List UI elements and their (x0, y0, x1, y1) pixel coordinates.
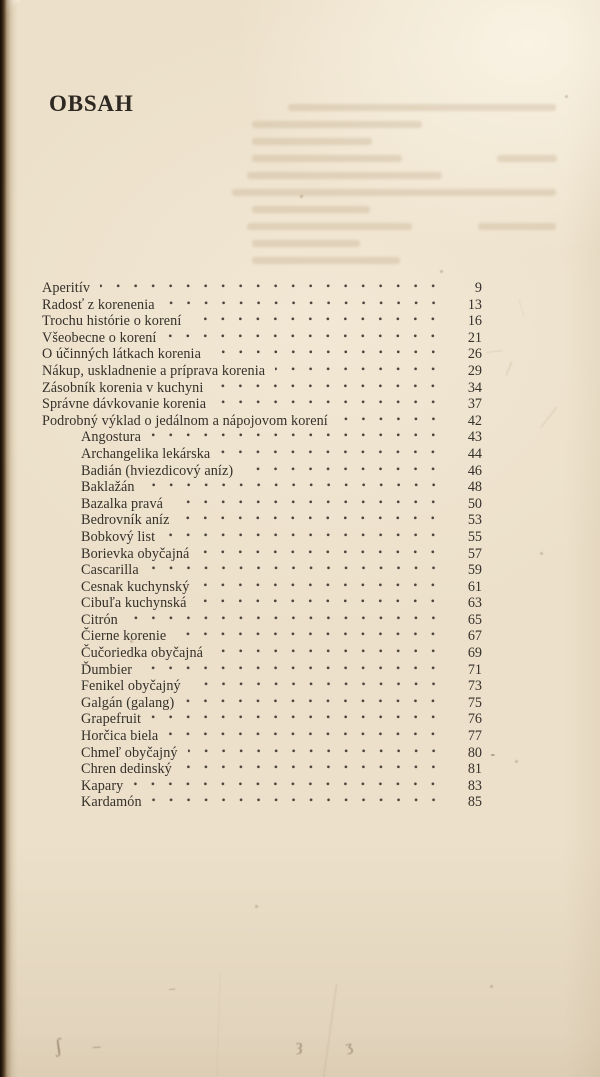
ghost-text-line (497, 155, 557, 162)
dot-leader (145, 479, 444, 496)
dot-leader (165, 529, 444, 546)
paper-speck (130, 640, 133, 643)
dot-leader (275, 363, 444, 380)
toc-entry-label: Borievka obyčajná (81, 545, 190, 562)
ghost-text-line (252, 155, 402, 162)
toc-entry-label: Cascarilla (81, 562, 139, 579)
toc-entry (42, 645, 482, 662)
toc-entry-page: 57 (467, 545, 482, 562)
dot-leader (133, 778, 444, 795)
dot-leader (216, 396, 444, 413)
toc-entry (42, 330, 482, 347)
toc-entry-label: Všeobecne o korení (42, 329, 157, 346)
toc-entry (42, 662, 482, 679)
toc-entry-label: Čučoriedka obyčajná (81, 645, 204, 662)
toc-entry-page: 75 (467, 694, 482, 711)
dot-leader (142, 662, 444, 679)
ghost-text-line (252, 206, 370, 213)
dot-leader (243, 463, 444, 480)
toc-entry (42, 612, 482, 629)
toc-entry-page: 77 (467, 728, 482, 745)
toc-entry-page: 29 (467, 362, 482, 379)
toc-entry (42, 363, 482, 380)
toc-entry (42, 446, 482, 463)
toc-entry (42, 380, 482, 397)
paper-scratch (216, 972, 221, 1077)
toc-entry (42, 313, 482, 330)
toc-entry-page: 85 (467, 794, 482, 811)
ink-smudge: – (168, 980, 176, 996)
toc-entry-label: Nákup, uskladnenie a príprava korenia (42, 362, 266, 379)
toc-entry-page: 83 (467, 777, 482, 794)
toc-entry (42, 628, 482, 645)
toc-entry (42, 479, 482, 496)
toc-entry (42, 529, 482, 546)
dot-leader (184, 695, 444, 712)
paper-scratch (518, 299, 525, 316)
paper-speck (515, 760, 518, 763)
toc-entry-page: 48 (467, 479, 482, 496)
dot-leader (173, 496, 444, 513)
paper-speck (490, 985, 493, 988)
toc-entry-label: Archangelika lekárska (81, 445, 211, 462)
toc-entry-label: Cesnak kuchynský (81, 578, 190, 595)
toc-entry-page: 61 (467, 578, 482, 595)
toc-entry-page: 44 (467, 445, 482, 462)
toc-entry-page: 13 (467, 296, 482, 313)
toc-entry (42, 463, 482, 480)
ink-smudge: ʒ (344, 1038, 354, 1056)
paper-speck (440, 270, 443, 273)
dot-leader (176, 628, 444, 645)
toc-entry (42, 711, 482, 728)
toc-entry-page: 42 (467, 412, 482, 429)
toc-entry-page: 46 (467, 462, 482, 479)
toc-entry (42, 595, 482, 612)
toc-entry-label: Horčica biela (81, 728, 159, 745)
toc-entry-page: 81 (467, 761, 482, 778)
toc-entry-label: Čierne korenie (81, 628, 167, 645)
toc-entry-label: Bobkový list (81, 528, 156, 545)
toc-entry-page: 76 (467, 711, 482, 728)
ghost-text-line (252, 257, 400, 264)
dot-leader (213, 645, 444, 662)
toc-entry-page: 59 (467, 562, 482, 579)
paper-scratch (505, 361, 512, 375)
toc-entry-page: 26 (467, 346, 482, 363)
paper-scratch (486, 350, 503, 353)
toc-entry (42, 512, 482, 529)
page-title: OBSAH (49, 91, 134, 116)
toc-entry-page: 53 (467, 512, 482, 529)
toc-entry-page: 9 (474, 280, 482, 296)
toc-entry-label: Podrobný výklad o jedálnom a nápojovom korení (42, 412, 328, 429)
toc-entry-page: 55 (467, 528, 482, 545)
toc-entry-label: Fenikel obyčajný (81, 678, 181, 695)
toc-entry-label: Galgán (galang) (81, 694, 175, 711)
ink-smudge: ʃ (53, 1034, 64, 1058)
toc-entry-label: O účinných látkach korenia (42, 346, 201, 363)
toc-entry-label: Cibuľa kuchynská (81, 595, 187, 612)
paper-speck (255, 905, 258, 908)
dot-leader (211, 346, 444, 363)
paper-scratch (540, 406, 557, 427)
ghost-text-line (247, 172, 442, 179)
dot-leader (100, 280, 444, 297)
ghost-text-line (252, 121, 422, 128)
ink-smudge: – (92, 1038, 102, 1056)
dot-leader (220, 446, 444, 463)
ghost-text-line (247, 223, 412, 230)
toc-entry-page: 67 (467, 628, 482, 645)
toc-entry-label: Grapefruit (81, 711, 142, 728)
dot-leader (199, 579, 444, 596)
toc-entry (42, 778, 482, 795)
ink-smudge: ȝ (295, 1035, 304, 1056)
toc-entry-label: Chmeľ obyčajný (81, 744, 178, 761)
toc-entry (42, 413, 482, 430)
toc-entry-page: 34 (467, 379, 482, 396)
toc-entry-label: Aperitív (42, 280, 91, 296)
dot-leader (166, 330, 444, 347)
toc-entry (42, 728, 482, 745)
ghost-text-line (288, 104, 556, 111)
toc-entry-page: 71 (467, 661, 482, 678)
paper-speck (300, 195, 303, 198)
toc-entry-label: Trochu histórie o korení (42, 313, 182, 330)
dot-leader (188, 745, 444, 762)
dot-leader (151, 429, 444, 446)
ghost-text-line (478, 223, 556, 230)
dot-leader (182, 761, 444, 778)
dot-leader (152, 794, 444, 811)
toc-entry (42, 678, 482, 695)
toc-entry-label: Zásobník korenia v kuchyni (42, 379, 204, 396)
toc-entry (42, 695, 482, 712)
paper-speck (540, 552, 543, 555)
dot-leader (213, 380, 444, 397)
toc-entry-page: 73 (467, 678, 482, 695)
stray-mark: - (490, 745, 495, 761)
dot-leader (191, 678, 444, 695)
dot-leader (179, 512, 444, 529)
toc-entry-label: Správne dávkovanie korenia (42, 396, 207, 413)
ghost-text-line (252, 240, 360, 247)
toc-entry (42, 562, 482, 579)
toc-entry-label: Badián (hviezdicový aníz) (81, 462, 234, 479)
toc-entry (42, 794, 482, 811)
toc-entry-page: 21 (467, 329, 482, 346)
toc-entry-label: Citrón (81, 611, 118, 628)
toc-entry-page: 69 (467, 645, 482, 662)
toc-entry-page: 65 (467, 611, 482, 628)
ghost-text-line (252, 138, 372, 145)
toc-entry-page: 16 (467, 313, 482, 330)
dot-leader (128, 612, 444, 629)
ghost-text-line (232, 189, 556, 196)
toc-entry-label: Chren dedinský (81, 761, 172, 778)
toc-entry (42, 546, 482, 563)
toc-entry (42, 429, 482, 446)
dot-leader (196, 595, 444, 612)
toc-entry-label: Kardamón (81, 794, 142, 811)
toc-entry-page: 37 (467, 396, 482, 413)
toc-entry (42, 496, 482, 513)
table-of-contents (42, 280, 495, 811)
dot-leader (168, 728, 444, 745)
toc-entry (42, 297, 482, 314)
dot-leader (149, 562, 444, 579)
toc-entry-page: 63 (467, 595, 482, 612)
toc-entry-page: 43 (467, 429, 482, 446)
dot-leader (338, 413, 444, 430)
toc-entry (42, 579, 482, 596)
dot-leader (165, 297, 444, 314)
page-left-edge-shadow (0, 0, 18, 1077)
toc-entry-label: Bazalka pravá (81, 495, 164, 512)
toc-entry (42, 396, 482, 413)
dot-leader (151, 711, 444, 728)
toc-entry (42, 744, 495, 762)
toc-entry-label: Bedrovník aníz (81, 512, 170, 529)
toc-entry (42, 346, 482, 363)
toc-entry-label: Kapary (81, 777, 124, 794)
toc-entry (42, 280, 482, 297)
paper-scratch (322, 983, 337, 1077)
toc-entry-label: Radosť z korenenia (42, 296, 155, 313)
dot-leader (199, 546, 444, 563)
toc-entry-label: Angostura (81, 429, 142, 446)
toc-entry-label: Baklažán (81, 479, 135, 496)
toc-entry-label: Ďumbier (81, 661, 133, 678)
toc-entry-page: 50 (467, 495, 482, 512)
toc-entry-page: 80 (467, 744, 482, 761)
toc-entry (42, 761, 482, 778)
paper-speck (565, 95, 568, 98)
dot-leader (191, 313, 444, 330)
